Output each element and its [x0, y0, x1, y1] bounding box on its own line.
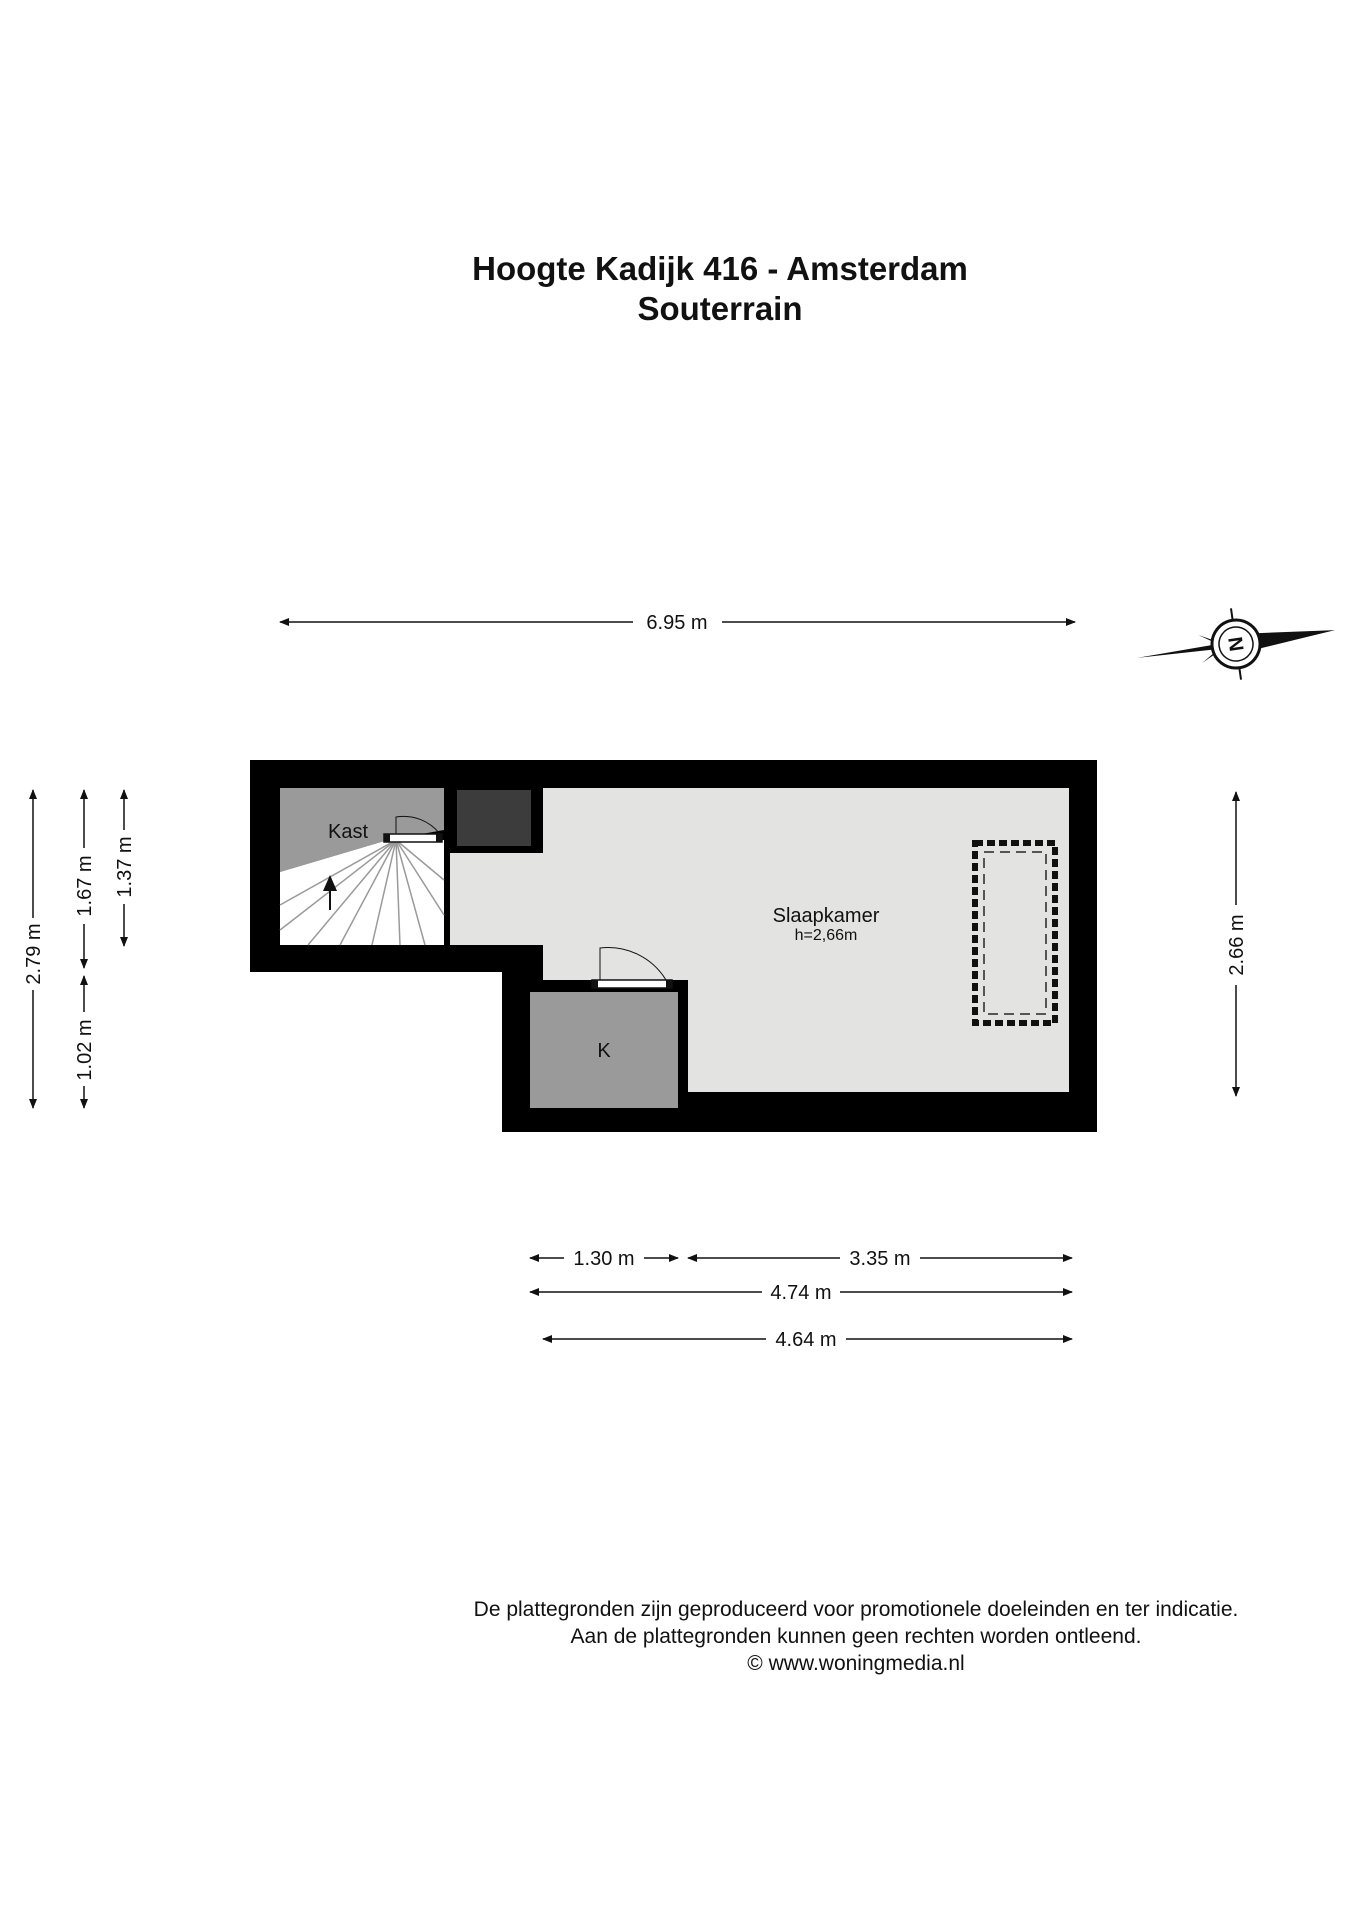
dark-block: [457, 790, 531, 846]
svg-text:4.64 m: 4.64 m: [775, 1329, 837, 1351]
svg-text:6.95 m: 6.95 m: [646, 612, 708, 634]
dim-left-upper: [74, 790, 96, 968]
dim-bottom-room: [688, 1248, 1072, 1270]
disclaimer-line-1: De plattegronden zijn geproduceerd voor promotionele doeleinden en ter indicatie.: [473, 1598, 1239, 1621]
kast-label: Kast: [327, 821, 369, 843]
dim-bottom-k: [530, 1248, 678, 1270]
copyright-link[interactable]: © www.woningmedia.nl: [747, 1652, 965, 1675]
dim-bottom-inner: [543, 1329, 1072, 1351]
dim-right-height: [1226, 792, 1248, 1096]
svg-text:1.02 m: 1.02 m: [74, 1019, 96, 1081]
svg-text:2.66 m: 2.66 m: [1226, 914, 1248, 976]
svg-text:3.35 m: 3.35 m: [849, 1248, 911, 1270]
dim-bottom-total: [530, 1282, 1072, 1304]
slaapkamer-height: h=2,66m: [794, 927, 858, 944]
dim-left-total: [23, 790, 45, 1108]
floor-name: Souterrain: [637, 290, 803, 327]
dim-top-width: [280, 612, 1075, 634]
disclaimer-line-2: Aan de plattegronden kunnen geen rechten worden ontleend.: [570, 1625, 1142, 1648]
svg-text:1.67 m: 1.67 m: [74, 855, 96, 917]
compass-north-label: N: [1223, 635, 1247, 653]
slaapkamer-label: Slaapkamer: [772, 905, 880, 927]
svg-text:4.74 m: 4.74 m: [770, 1282, 832, 1304]
svg-text:2.79 m: 2.79 m: [23, 923, 45, 985]
svg-text:1.37 m: 1.37 m: [114, 836, 136, 898]
hallway-floor: [450, 853, 546, 945]
dim-left-lower: [74, 976, 96, 1108]
plan-title: Hoogte Kadijk 416 - Amsterdam: [472, 250, 968, 287]
dim-left-inner: [114, 790, 136, 946]
k-label: K: [597, 1040, 611, 1062]
svg-text:1.30 m: 1.30 m: [573, 1248, 635, 1270]
